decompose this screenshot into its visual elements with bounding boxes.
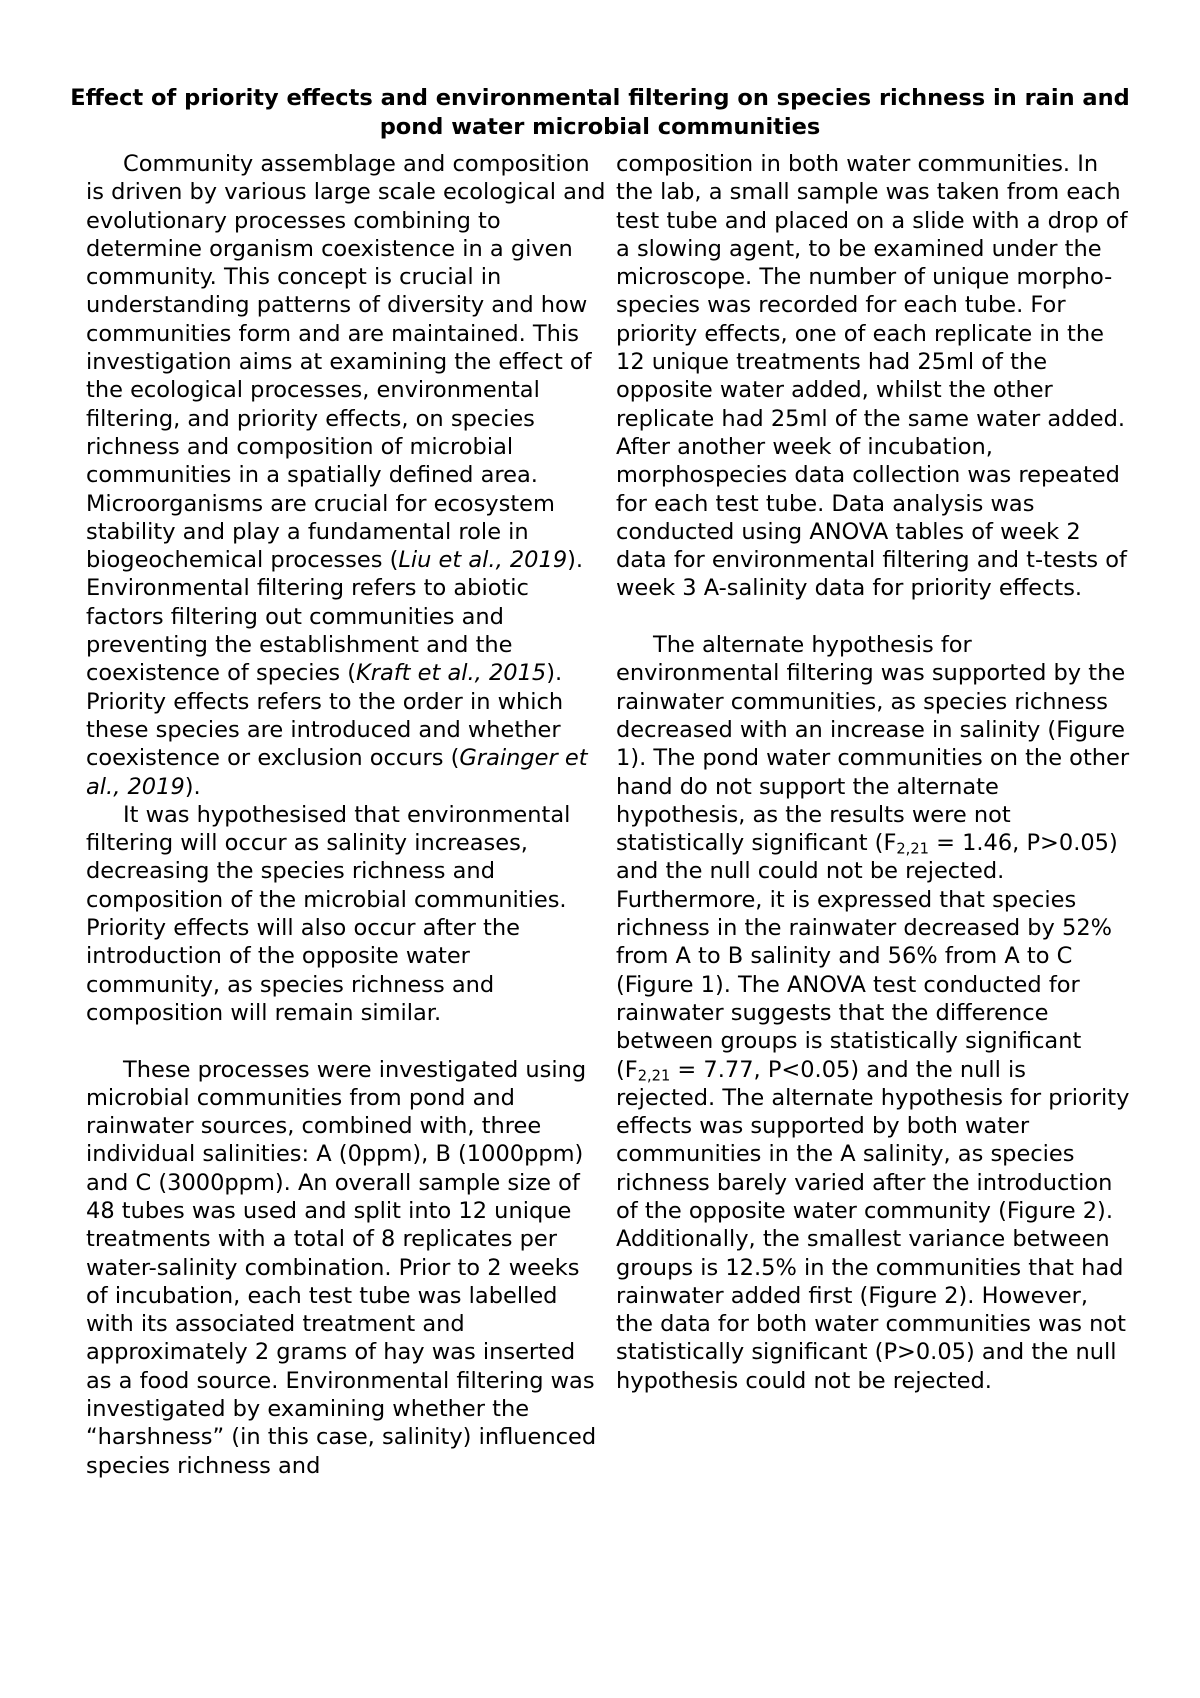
intro-text-2: ). Environmental filtering refers to abiotic factors filtering out communities and preventing the establishment and the coexistence of species (: [86, 547, 584, 687]
paper-title: Effect of priority effects and environmental filtering on species richness in rain and pond water microbial communities: [70, 85, 1130, 140]
hypothesis-paragraph: It was hypothesised that environmental filtering will occur as salinity increases, decreasing the species richness and composition of the microbial communities. Priority effects will also occur after the introduction of the opposite water community, as species richness and composition will remain similar.: [86, 801, 571, 1026]
citation-liu: Liu et al., 2019: [398, 547, 568, 574]
intro-text-4: ).: [184, 773, 201, 800]
results-text-2: = 1.46, P>0.05) and the null could not be rejected. Furthermore, it is expressed that species richness in the rainwater decreased by 52% from A to B salinity and 56% from A to C (Figure 1). The ANOVA test conducted for rainwater suggests that the difference between groups is statistically significant (F: [616, 830, 1118, 1083]
results-text-1: The alternate hypothesis for environmental filtering was supported by the rainwater communities, as species richness decreased with an increase in salinity (Figure 1). The pond water communities on the other hand do not support the alternate hypothesis, as the results were not statistically significant (F: [616, 632, 1130, 857]
left-column: [86, 150, 606, 1480]
f-subscript-1: 2,21: [896, 840, 929, 858]
citation-grainger: Grainger et al., 2019: [86, 745, 588, 800]
introduction-paragraph: [86, 150, 606, 801]
methods-paragraph: These processes were investigated using microbial communities from pond and rainwater sources, combined with, three individual salinities: A (0ppm), B (1000ppm) and C (3000ppm). An overall sample size of 48 tubes was used and split into 12 unique treatments with a total of 8 replicates per water-salinity combination. Prior to 2 weeks of incubation, each test tube was labelled with its associated treatment and approximately 2 grams of hay was inserted as a food source. Environmental filtering was investigated by examining whether the “harshness” (in this case, salinity) influenced species richness and: [86, 1056, 597, 1479]
f-subscript-2: 2,21: [637, 1067, 671, 1085]
results-text-3: = 7.77, P<0.05) and the null is rejected. The alternate hypothesis for priority effects was supported by both water communities in the A salinity, as species richness barely varied after the introduction of the opposite water community (Figure 2). Additionally, the smallest variance between groups is 12.5% in the communities that had rainwater added first (Figure 2). However, the data for both water communities was not statistically significant (P>0.05) and the null hypothesis could not be rejected.: [616, 1056, 1130, 1394]
right-column: [616, 150, 1131, 1395]
citation-kraft: Kraft et al., 2015: [355, 660, 547, 687]
results-paragraph: [616, 631, 1131, 1395]
intro-text-3: ). Priority effects refers to the order in which these species are introduced and whether coexistence or exclusion occurs (: [86, 660, 564, 772]
intro-text-1: Community assemblage and composition is driven by various large scale ecological and evolutionary processes combining to determine organism coexistence in a given community. This concept is crucial in understanding patterns of diversity and how communities form and are maintained. This investigation aims at examining the effect of the ecological processes, environmental filtering, and priority effects, on species richness and composition of microbial communities in a spatially defined area. Microorganisms are crucial for ecosystem stability and play a fundamental role in biogeochemical processes (: [86, 151, 606, 574]
methods-continued-paragraph: composition in both water communities. In the lab, a small sample was taken from each test tube and placed on a slide with a drop of a slowing agent, to be examined under the microscope. The number of unique morpho-species was recorded for each tube. For priority effects, one of each replicate in the 12 unique treatments had 25ml of the opposite water added, whilst the other replicate had 25ml of the same water added. After another week of incubation, morphospecies data collection was repeated for each test tube. Data analysis was conducted using ANOVA tables of week 2 data for environmental filtering and t-tests of week 3 A-salinity data for priority effects.: [616, 151, 1128, 602]
